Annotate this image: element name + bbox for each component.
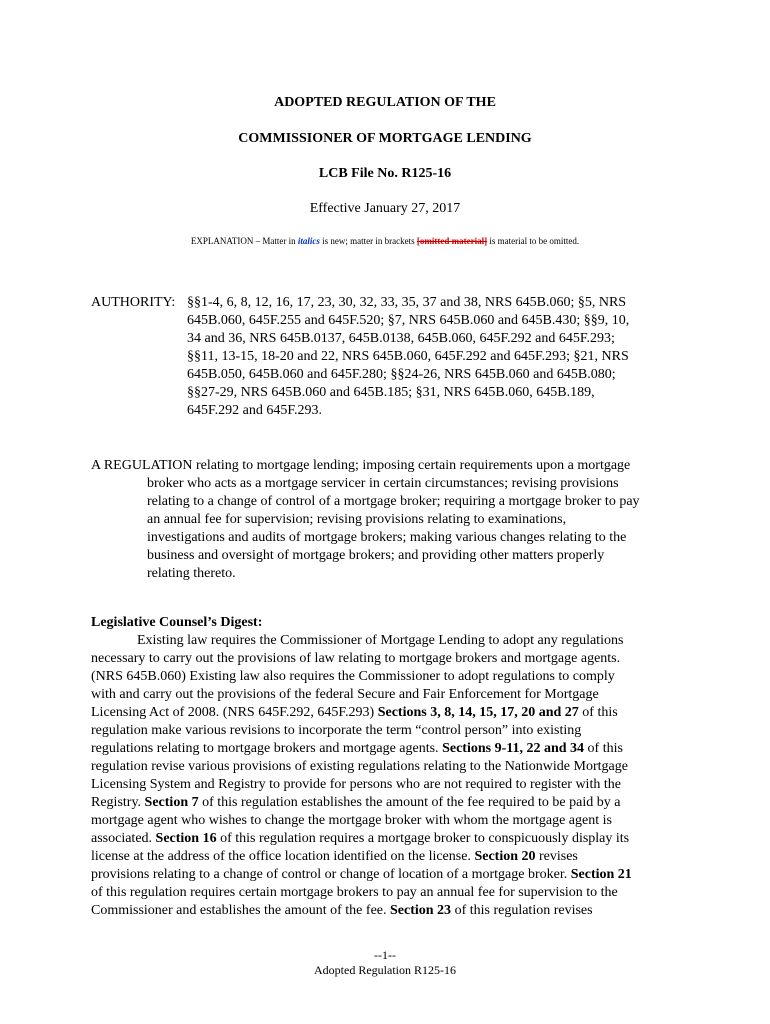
digest-text: Registry. (91, 795, 145, 810)
digest-line: Existing law requires the Commissioner of Mortgage Lending to adopt any regulations (137, 633, 624, 648)
digest-line: mortgage agent who wishes to change the mortgage broker with whom the mortgage agent is (91, 813, 612, 828)
regulation-line: broker who acts as a mortgage servicer in certain circumstances; revising provisions (147, 476, 619, 491)
authority-line: 34 and 36, NRS 645B.0137, 645B.0138, 645B.060, 645F.292 and 645F.293; (187, 331, 615, 346)
authority-line: 645F.292 and 645F.293. (187, 403, 323, 418)
digest-line: regulation make various revisions to incorporate the term “control person” into existing (91, 723, 582, 738)
digest-line: of this regulation requires certain mortgage brokers to pay an annual fee for supervision to the (91, 885, 618, 900)
regulation-line: relating thereto. (147, 566, 236, 581)
effective-date: Effective January 27, 2017 (309, 201, 461, 216)
explanation-middle: is new; matter in brackets (319, 236, 417, 246)
authority-line: §§1-4, 6, 8, 12, 16, 17, 23, 30, 32, 33, 35, 37 and 38, NRS 645B.060; §5, NRS (187, 295, 627, 310)
digest-text: regulations relating to mortgage brokers and mortgage agents. (91, 741, 443, 756)
digest-text: of this (578, 705, 618, 720)
authority-label: AUTHORITY: (91, 295, 176, 310)
explanation-italics: italics (297, 236, 320, 246)
section-reference: Sections 9-11, 22 and 34 (442, 741, 585, 756)
digest-line (91, 740, 681, 758)
footer-label: Adopted Regulation R125-16 (314, 963, 456, 977)
digest-text: license at the address of the office location identified on the license. (91, 849, 475, 864)
authority-line: 645B.050, 645B.060 and 645F.280; §§24-26, NRS 645B.060 and 645B.080; (187, 367, 616, 382)
section-reference: Section 23 (390, 903, 452, 918)
authority-line: §§11, 13-15, 18-20 and 22, NRS 645B.060, 645F.292 and 645F.293; §21, NRS (187, 349, 629, 364)
explanation-omitted: [omitted material] (416, 236, 488, 246)
digest-text: of this regulation revises (451, 903, 593, 918)
digest-line: necessary to carry out the provisions of law relating to mortgage brokers and mortgage agents. (91, 651, 621, 666)
explanation-note (0, 236, 770, 247)
regulation-first-line: A REGULATION relating to mortgage lending; imposing certain requirements upon a mortgage (91, 458, 631, 473)
digest-body (91, 632, 681, 920)
digest-line: (NRS 645B.060) Existing law also requires the Commissioner to adopt regulations to comply (91, 669, 615, 684)
title-line-2: COMMISSIONER OF MORTGAGE LENDING (238, 131, 532, 146)
digest-line (91, 794, 681, 812)
authority-text (187, 294, 683, 420)
digest-text: revises (535, 849, 578, 864)
digest-line (91, 830, 681, 848)
digest-text: Commissioner and establishes the amount of the fee. (91, 903, 390, 918)
file-number: LCB File No. R125-16 (318, 166, 452, 181)
regulation-line: relating to a change of control of a mortgage broker; requiring a mortgage broker to pay (147, 494, 640, 509)
digest-text: of this regulation requires a mortgage broker to conspicuously display its (216, 831, 630, 846)
digest-text: associated. (91, 831, 156, 846)
digest-text: Licensing Act of 2008. (NRS 645F.292, 645F.293) (91, 705, 378, 720)
digest-text: of this (584, 741, 623, 756)
section-reference: Section 20 (474, 849, 536, 864)
digest-line: with and carry out the provisions of the federal Secure and Fair Enforcement for Mortgage (91, 687, 599, 702)
page-number: --1-- (374, 948, 396, 962)
regulation-summary (91, 457, 691, 583)
authority-line: 645B.060, 645F.255 and 645F.520; §7, NRS 645B.060 and 645B.430; §§9, 10, (187, 313, 630, 328)
digest-line (91, 866, 681, 884)
digest-line: regulation revise various provisions of existing regulations relating to the Nationwide Mortgage (91, 759, 628, 774)
regulation-line: business and oversight of mortgage brokers; and providing other matters properly (147, 548, 605, 563)
regulation-line: an annual fee for supervision; revising provisions relating to examinations, (147, 512, 567, 527)
digest-line (91, 704, 681, 722)
section-reference: Section 21 (570, 867, 632, 882)
digest-line (91, 848, 681, 866)
explanation-prefix: EXPLANATION – Matter in (190, 236, 298, 246)
explanation-suffix: is material to be omitted. (487, 236, 580, 246)
authority-line: §§27-29, NRS 645B.060 and 645B.185; §31, NRS 645B.060, 645B.189, (187, 385, 595, 400)
digest-line (91, 902, 681, 920)
section-reference: Section 16 (155, 831, 217, 846)
digest-heading: Legislative Counsel’s Digest: (91, 615, 263, 630)
digest-line: Licensing System and Registry to provide for persons who are not required to register with the (91, 777, 621, 792)
section-reference: Sections 3, 8, 14, 15, 17, 20 and 27 (377, 705, 579, 720)
digest-text: provisions relating to a change of control or change of location of a mortgage broker. (91, 867, 571, 882)
regulation-line: investigations and audits of mortgage brokers; making various changes relating to the (147, 530, 627, 545)
section-reference: Section 7 (144, 795, 199, 810)
title-line-1: ADOPTED REGULATION OF THE (274, 95, 496, 110)
digest-text: of this regulation establishes the amount of the fee required to be paid by a (198, 795, 621, 810)
